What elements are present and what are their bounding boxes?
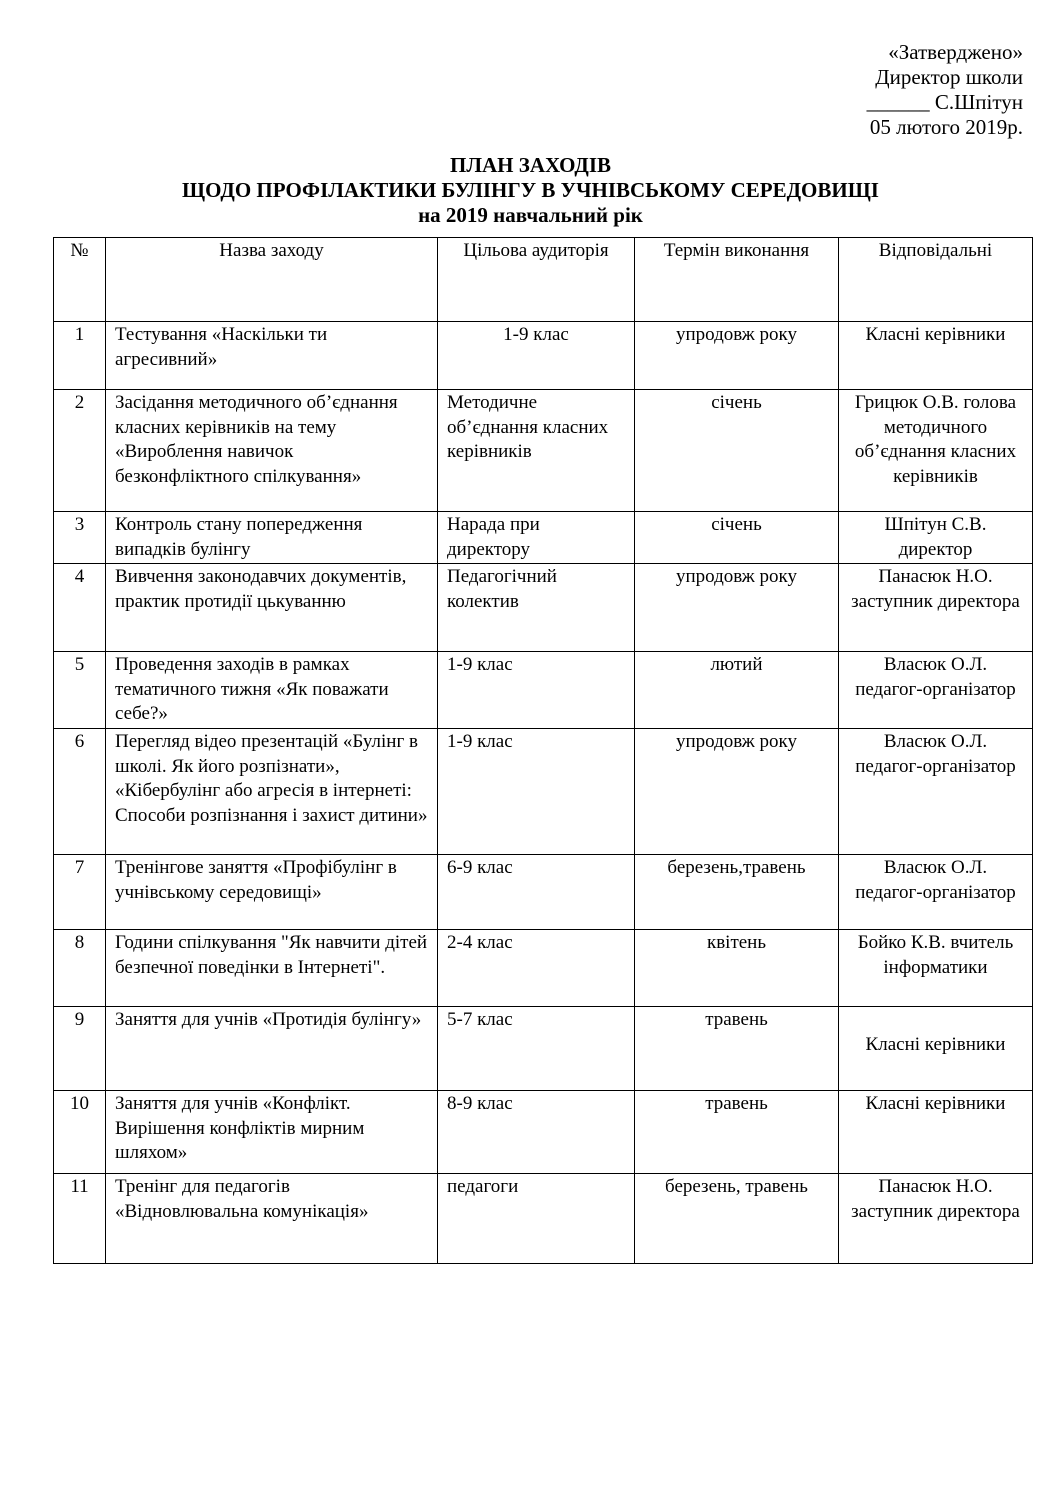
event-name: Заняття для учнів «Протидія булінгу» <box>106 1007 438 1091</box>
row-number: 1 <box>54 322 106 390</box>
row-number: 4 <box>54 564 106 652</box>
row-number: 2 <box>54 390 106 512</box>
plan-table <box>53 237 1033 1264</box>
event-name: Тренінг для педагогів «Відновлювальна комунікація» <box>106 1174 438 1264</box>
target-audience: Педагогічний колектив <box>438 564 635 652</box>
event-name: Проведення заходів в рамках тематичного тижня «Як поважати себе?» <box>106 652 438 729</box>
table-row <box>54 564 1033 652</box>
target-audience: 2-4 клас <box>438 930 635 1007</box>
event-name: Засідання методичного об’єднання класних керівників на тему «Вироблення навичок безконфліктного спілкування» <box>106 390 438 512</box>
approver-signature: ______ С.Шпітун <box>866 90 1023 114</box>
event-name: Тестування «Наскільки ти агресивний» <box>106 322 438 390</box>
responsible: Власюк О.Л. педагог-організатор <box>839 652 1033 729</box>
responsible: Панасюк Н.О. заступник директора <box>839 1174 1033 1264</box>
table-row <box>54 512 1033 564</box>
execution-term: упродовж року <box>635 564 839 652</box>
target-audience: 5-7 клас <box>438 1007 635 1091</box>
target-audience: 1-9 клас <box>438 652 635 729</box>
event-name: Години спілкування "Як навчити дітей безпечної поведінки в Інтернеті". <box>106 930 438 1007</box>
target-audience: 1-9 клас <box>438 729 635 855</box>
table-row <box>54 1007 1033 1091</box>
approver-position: Директор школи <box>875 65 1023 89</box>
target-audience: Нарада при директору <box>438 512 635 564</box>
table-row <box>54 390 1033 512</box>
execution-term: січень <box>635 512 839 564</box>
execution-term: лютий <box>635 652 839 729</box>
row-number: 3 <box>54 512 106 564</box>
target-audience: педагоги <box>438 1174 635 1264</box>
table-row <box>54 930 1033 1007</box>
table-header-row <box>54 238 1033 322</box>
row-number: 6 <box>54 729 106 855</box>
target-audience: 6-9 клас <box>438 855 635 930</box>
execution-term: січень <box>635 390 839 512</box>
responsible: Класні керівники <box>839 1007 1033 1091</box>
target-audience: 8-9 клас <box>438 1091 635 1174</box>
responsible: Бойко К.В. вчитель інформатики <box>839 930 1033 1007</box>
event-name: Вивчення законодавчих документів, практик протидії цькуванню <box>106 564 438 652</box>
execution-term: березень, травень <box>635 1174 839 1264</box>
header-name: Назва заходу <box>106 238 438 322</box>
execution-term: травень <box>635 1007 839 1091</box>
event-name: Контроль стану попередження випадків булінгу <box>106 512 438 564</box>
responsible: Власюк О.Л. педагог-організатор <box>839 729 1033 855</box>
table-row <box>54 322 1033 390</box>
header-term: Термін виконання <box>635 238 839 322</box>
row-number: 7 <box>54 855 106 930</box>
execution-term: травень <box>635 1091 839 1174</box>
responsible: Класні керівники <box>839 322 1033 390</box>
header-number: № <box>54 238 106 322</box>
row-number: 9 <box>54 1007 106 1091</box>
approval-date: 05 лютого 2019р. <box>869 115 1023 139</box>
execution-term: упродовж року <box>635 729 839 855</box>
header-audience: Цільова аудиторія <box>438 238 635 322</box>
responsible: Класні керівники <box>839 1091 1033 1174</box>
table-row <box>54 1091 1033 1174</box>
table-row <box>54 855 1033 930</box>
event-name: Тренінгове заняття «Профібулінг в учнівському середовищі» <box>106 855 438 930</box>
responsible: Панасюк Н.О. заступник директора <box>839 564 1033 652</box>
approval-stamp: «Затверджено» <box>888 40 1023 64</box>
row-number: 10 <box>54 1091 106 1174</box>
responsible: Шпітун С.В. директор <box>839 512 1033 564</box>
row-number: 5 <box>54 652 106 729</box>
target-audience: 1-9 клас <box>438 322 635 390</box>
table-row <box>54 1174 1033 1264</box>
row-number: 8 <box>54 930 106 1007</box>
header-responsible: Відповідальні <box>839 238 1033 322</box>
responsible: Грицюк О.В. голова методичного об’єднання класних керівників <box>839 390 1033 512</box>
execution-term: квітень <box>635 930 839 1007</box>
execution-term: упродовж року <box>635 322 839 390</box>
event-name: Перегляд відео презентацій «Булінг в школі. Як його розпізнати», «Кібербулінг або агресія в інтернеті: Способи розпізнання і захист дитини» <box>106 729 438 855</box>
table-row <box>54 652 1033 729</box>
title-line-3: на 2019 навчальний рік <box>418 203 643 227</box>
row-number: 11 <box>54 1174 106 1264</box>
title-line-1: ПЛАН ЗАХОДІВ <box>450 153 611 177</box>
table-row <box>54 729 1033 855</box>
approval-block <box>867 40 1023 140</box>
title-line-2: ЩОДО ПРОФІЛАКТИКИ БУЛІНГУ В УЧНІВСЬКОМУ СЕРЕДОВИЩІ <box>182 178 879 202</box>
event-name: Заняття для учнів «Конфлікт. Вирішення конфліктів мирним шляхом» <box>106 1091 438 1174</box>
document-title <box>0 153 1061 228</box>
execution-term: березень,травень <box>635 855 839 930</box>
responsible: Власюк О.Л. педагог-організатор <box>839 855 1033 930</box>
target-audience: Методичне об’єднання класних керівників <box>438 390 635 512</box>
